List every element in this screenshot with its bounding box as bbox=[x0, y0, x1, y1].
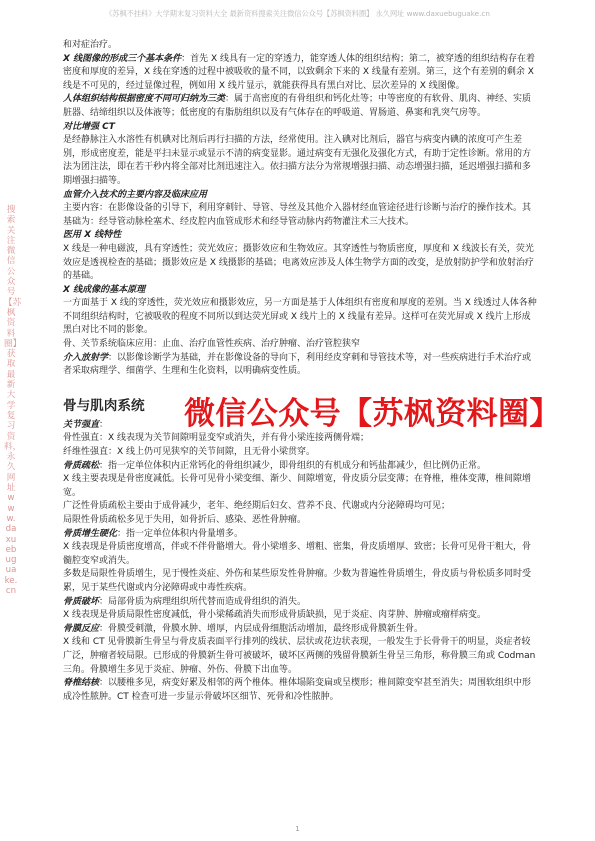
page-number: 1 bbox=[295, 825, 300, 833]
paragraph bbox=[63, 93, 538, 120]
paragraph: X 线是一种电磁波，具有穿透性；荧光效应；摄影效应和生物效应。其穿透性与物质密度，厚度和 X 线波长有关，荧光效应是透视检查的基础；摄影效应是 X 线摄影的基础；电离效应涉及人体生物学方面的改变，是放射防护学和放射治疗的基础。 bbox=[63, 243, 534, 282]
term: 血管介入技术的主要内容及临床应用 bbox=[63, 189, 208, 200]
paragraph: 多数是局限性骨质增生，见于慢性炎症、外伤和某些原发性骨肿瘤。少数为普遍性骨质增生，骨皮质与骨松质多同时受累，见于某些代谢或内分泌障碍或中毒性疾病。 bbox=[63, 569, 532, 593]
definition: ：以影像诊断学为基础，并在影像设备的导向下，利用经皮穿刺和导管技术等，对一些疾病进行手术治疗或者采取病理学、细菌学、生理和生化资料，以明确病变性质。 bbox=[63, 352, 532, 377]
paragraph: 广泛性骨质疏松主要由于成骨减少，老年、绝经期后妇女、营养不良、代谢或内分泌障碍均可见； bbox=[63, 501, 451, 512]
paragraph bbox=[63, 460, 538, 474]
definition: ：指一定单位体积内正常钙化的骨组织减少，即骨组织的有机成分和钙盐都减少，但比例仍正常。 bbox=[99, 460, 487, 471]
page-header: 《苏枫不挂科》大学期末复习资料大全 最新资料搜索关注微信公众号【苏枫资料圈】 永久网址 www.daxuebuguake.cn bbox=[105, 9, 490, 18]
term-colon: ： bbox=[99, 419, 109, 430]
paragraph: X 线主要表现是骨密度减低。长骨可见骨小梁变细、渐少、间隙增宽，骨皮质分层变薄；在脊椎，椎体变薄，椎间隙增宽。 bbox=[63, 474, 532, 498]
paragraph: 和对症治疗。 bbox=[63, 40, 118, 50]
paragraph: 骨、关节系统临床应用：止血、治疗血管性疾病、治疗肿瘤、治疗管腔狭窄 bbox=[63, 339, 361, 350]
section-heading: 骨与肌肉系统 bbox=[63, 397, 145, 414]
term: 脊椎结核 bbox=[63, 678, 100, 689]
paragraph bbox=[63, 352, 538, 379]
document-body bbox=[63, 39, 538, 704]
definition: ：指一定单位体积内骨量增多。 bbox=[117, 528, 244, 539]
definition: ：骨膜受刺激，骨膜水肿、增厚，内层成骨细胞活动增加，最终形成骨膜新生骨。 bbox=[99, 623, 424, 634]
term: 骨质增生硬化 bbox=[63, 528, 118, 539]
paragraph: 主要内容：在影像设备的引导下，利用穿刺针、导管、导丝及其他介入器材经血管途径进行诊断与治疗的操作技术。其基础为：经导管动脉栓塞术、经皮腔内血管成形术和经导管动脉内药物灌注术三大技术。 bbox=[63, 203, 532, 227]
paragraph bbox=[63, 528, 538, 542]
term: 骨质疏松 bbox=[63, 460, 100, 471]
paragraph: 纤维性强直：X 线上仍可见狭窄的关节间隙，且无骨小梁贯穿。 bbox=[63, 447, 316, 458]
paragraph bbox=[63, 53, 538, 94]
term: 介入放射学 bbox=[63, 352, 109, 363]
term: 人体组织结构根据密度不同可归纳为三类 bbox=[63, 94, 226, 105]
paragraph: X 线表现是骨质密度增高，伴或不伴骨骼增大。骨小梁增多、增粗、密集，骨皮质增厚、致密；长骨可见骨干粗大，骨髓腔变窄或消失。 bbox=[63, 542, 532, 566]
definition: ：以腰椎多见，病变好累及相邻的两个椎体。椎体塌陷变扁或呈楔形；椎间隙变窄甚至消失；周围软组织中形成冷性脓肿。CT 检查可进一步显示骨破坏区细节、死骨和冷性脓肿。 bbox=[63, 678, 532, 702]
paragraph bbox=[63, 677, 538, 704]
term: 关节强直 bbox=[63, 419, 100, 430]
paragraph: X 线表现是骨质局限性密度减低，骨小梁稀疏消失而形成骨质缺损，见于炎症、肉芽肿、肿瘤或瘤样病变。 bbox=[63, 610, 487, 621]
term: X 线图像的形成三个基本条件 bbox=[63, 53, 182, 64]
term: X 线成像的基本原理 bbox=[63, 284, 146, 295]
paragraph bbox=[63, 623, 538, 637]
term: 骨质破坏 bbox=[63, 596, 100, 607]
term: 医用 X 线特性 bbox=[63, 230, 122, 241]
paragraph: 局限性骨质疏松多见于失用，如骨折后、感染、恶性骨肿瘤。 bbox=[63, 515, 307, 525]
paragraph: 一方面基于 X 线的穿透性，荧光效应和摄影效应，另一方面是基于人体组织有密度和厚度的差别。当 X 线透过人体各种不同组织结构时，它被吸收的程度不同所以到达荧光屏或 X 线片上的 X 线量有差异。这样可在荧光屏或 X 线片上形成黑白对比不同的影象。 bbox=[63, 298, 537, 336]
paragraph bbox=[63, 596, 538, 610]
watermark-stamp: 微信公众号【苏枫资料圈】 bbox=[184, 396, 561, 432]
definition: ：局部骨质为病理组织所代替而造成骨组织的消失。 bbox=[99, 596, 307, 607]
paragraph: 是经静脉注入水溶性有机碘对比剂后再行扫描的方法，经常使用。注入碘对比剂后，器官与病变内碘的浓度可产生差别，形成密度差，能是平扫未显示或显示不清的病变显影。通过病变有无强化及强化方式，有助于定性诊断。常用的方法为团注法，即在若干秒内将全部对比剂迅速注入。依扫描方法分为常规增强扫描、动态增强扫描，延迟增强扫描和多期增强扫描等。 bbox=[63, 135, 532, 186]
paragraph: X 线和 CT 见骨膜新生骨呈与骨皮质表面平行排列的线状、层状或花边状表现，一般发生于长骨骨干的明显，炎症者较广泛，肿瘤者较局限。已形成的骨膜新生骨可被破坏，破坏区两侧的残留骨膜新生骨呈三角形，称骨膜三角或 Codman 三角。骨膜增生多见于炎症、肿瘤、外伤、骨膜下出血等。 bbox=[63, 637, 536, 675]
term: 对比增强 CT bbox=[63, 121, 115, 132]
term: 骨膜反应 bbox=[63, 623, 100, 634]
definition: ：属于高密度的有骨组织和钙化灶等；中等密度的有软骨、肌肉、神经、实质脏器、结缔组织以及体液等；低密度的有脂肪组织以及有气体存在的呼吸道、胃肠道、鼻窦和乳突气房等。 bbox=[63, 94, 532, 118]
definition: ：首先 X 线具有一定的穿透力，能穿透人体的组织结构；第二，被穿透的组织结构存在着密度和厚度的差异，X 线在穿透的过程中被吸收的量不同，以致剩余下来的 X 线量有差别。第三，这个有差别的剩余 X 线是不可见的，经过显像过程，例如用 X 线片显示，就能获得具有黑白对比、层次差异的 X 线图像。 bbox=[63, 53, 535, 91]
side-watermark: 搜索关注微信公众号【苏枫资料圈】 获取最新大学复习资料，永久网址 www.daxuebuguake.cn bbox=[4, 205, 22, 596]
paragraph: 骨性强直：X 线表现为关节间隙明显变窄或消失，并有骨小梁连接两侧骨端； bbox=[63, 433, 370, 444]
